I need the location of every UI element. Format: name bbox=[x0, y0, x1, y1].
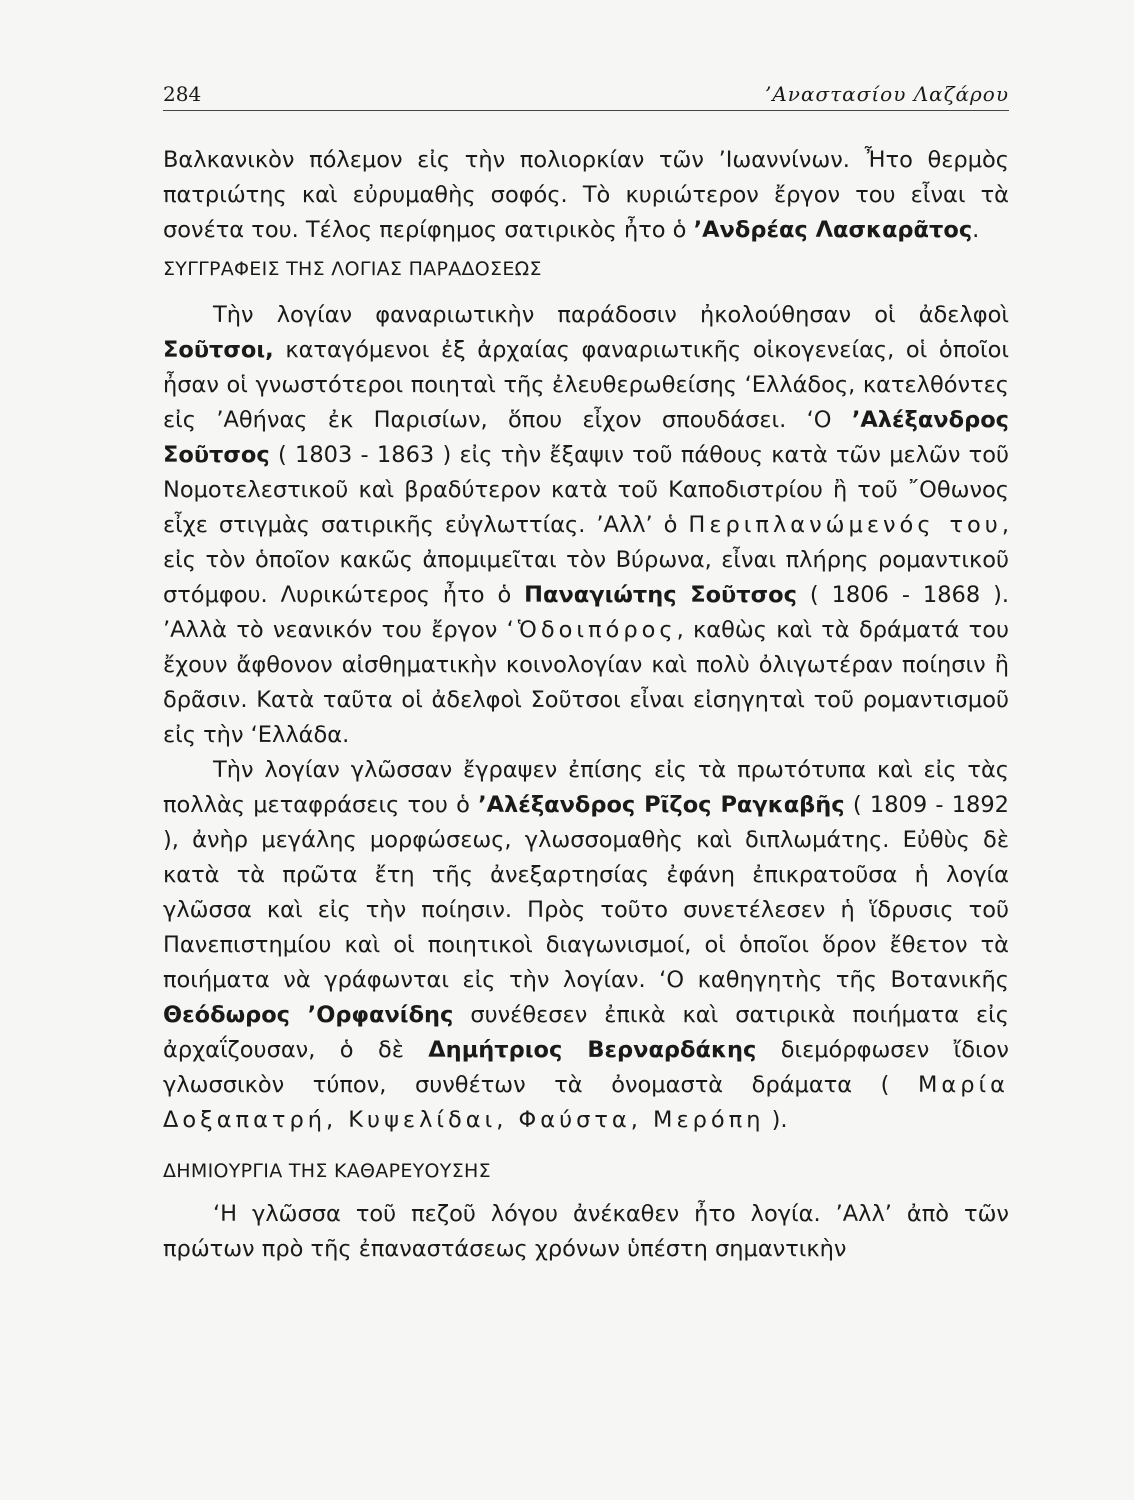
bold-name-panagiotis-soutsos: Παναγιώτης Σοῦτσος bbox=[524, 582, 797, 608]
text-run: . bbox=[972, 217, 980, 243]
text-run: ( 1809 - 1892 ), ἀνὴρ μεγάλης μορφώσεως, γλωσσομαθὴς καὶ διπλωμάτης. Εὐθὺς δὲ κατὰ τὰ πρῶτα ἔτη τῆς ἀνεξαρτησίας ἐφάνη ἐπικρατοῦσα ἡ λογία γλῶσσα καὶ εἰς τὴν ποίησιν. Πρὸς τοῦτο συνετέλεσεν ἡ ἵδρυσις τοῦ Πανεπιστημίου καὶ οἱ ποιητικοὶ διαγωνισμοί, οἱ ὁποῖοι ὅρον ἔθετον τὰ ποιήματα νὰ γράφωνται εἰς τὴν λογίαν. ‘Ο καθηγητὴς τῆς Βοτανικῆς bbox=[163, 792, 1009, 993]
text-run: , εἰς τὸν ὁποῖον κακῶς ἀπομιμεῖται τὸν Βύρωνα, εἶναι πλήρης ρομαντικοῦ στόμφου. Λυρικώτερος ἦτο ὁ bbox=[163, 512, 1009, 608]
intro-paragraph bbox=[163, 143, 1009, 248]
text-run: ( 1806 - 1868 ). ’Αλλὰ τὸ νεανικόν του ἔργον bbox=[163, 582, 1010, 643]
text-run: Τὴν λογίαν φαναριωτικὴν παράδοσιν ἠκολούθησαν οἱ ἀδελφοὶ bbox=[213, 302, 1009, 328]
text-run: καταγόμενοι ἐξ ἀρχαίας φαναριωτικῆς οἰκογενείας, οἱ ὁποῖοι ἦσαν οἱ γνωστότεροι ποιηταὶ τῆς ἐλευθερωθείσης ‘Ελλάδος, κατελθόντες εἰς ’Αθήνας ἐκ Παρισίων, ὅπου εἶχον σπουδάσει. ‘Ο bbox=[163, 337, 1009, 433]
text-run: συνέθεσεν ἐπικὰ καὶ σατιρικὰ ποιήματα εἰς ἀρχαΐζουσαν, ὁ δὲ bbox=[163, 1002, 1009, 1063]
text-run: Τὴν λογίαν γλῶσσαν ἔγραψεν ἐπίσης εἰς τὰ πρωτότυπα καὶ εἰς τὰς πολλὰς μεταφράσεις του ὁ bbox=[163, 757, 1009, 818]
running-header bbox=[163, 76, 1009, 111]
text-run: ). bbox=[764, 1107, 788, 1133]
spaced-titles-dramas: Μαρία Δοξαπατρή, Κυψελίδαι, Φαύστα, Μερόπη bbox=[163, 1072, 1009, 1133]
text-run: διεμόρφωσεν ἴδιον γλωσσικὸν τύπον, συνθέτων τὰ ὀνομαστὰ δράματα ( bbox=[163, 1037, 1010, 1098]
paragraph-ragkavis bbox=[163, 753, 1009, 1138]
spaced-title-periplanomenos: Περιπλανώμενός του bbox=[688, 512, 1002, 538]
text-run: Βαλκανικὸν πόλεμον εἰς τὴν πολιορκίαν τῶν ’Ιωαννίνων. Ἦτο θερμὸς πατριώτης καὶ εὐρυμαθὴς σοφός. Τὸ κυριώτερον ἔργον του εἶναι τὰ σονέτα του. Τέλος περίφημος σατιρικὸς ἦτο ὁ bbox=[163, 147, 1009, 243]
section-heading-logia-paradosi: ΣΥΓΓΡΑΦΕΙΣ ΤΗΣ ΛΟΓΙΑΣ ΠΑΡΑΔΟΣΕΩΣ bbox=[163, 258, 542, 280]
bold-name-orfanidis: Θεόδωρος ’Ορφανίδης bbox=[163, 1002, 454, 1028]
running-header-author: ’Αναστασίου Λαζάρου bbox=[765, 82, 1009, 106]
bold-name-vernardakis: Δημήτριος Βερναρδάκης bbox=[428, 1037, 757, 1063]
spaced-title-odoiporos: ‘Ὁδοιπόρος bbox=[506, 617, 677, 643]
paragraph-soutsoi bbox=[163, 298, 1009, 753]
bold-name-laskaratos: ’Ανδρέας Λασκαρᾶτος bbox=[693, 217, 973, 243]
bold-name-alexandros-soutsos: ’Αλέξανδρος Σοῦτσος bbox=[163, 407, 1009, 468]
section-heading-katharevousa: ΔΗΜΙΟΥΡΓΙΑ ΤΗΣ ΚΑΘΑΡΕΥΟΥΣΗΣ bbox=[163, 1160, 491, 1182]
paragraph-katharevousa bbox=[163, 1197, 1009, 1267]
text-run: ‘Η γλῶσσα τοῦ πεζοῦ λόγου ἀνέκαθεν ἦτο λογία. ’Αλλ’ ἀπὸ τῶν πρώτων πρὸ τῆς ἐπαναστάσεως χρόνων ὑπέστη σημαντικὴν bbox=[163, 1201, 1009, 1262]
text-run: , καθὼς καὶ τὰ δράματά του ἔχουν ἄφθονον αἰσθηματικὴν κοινολογίαν καὶ πολὺ ὀλιγωτέραν ποίησιν ἢ δρᾶσιν. Κατὰ ταῦτα οἱ ἀδελφοὶ Σοῦτσοι εἶναι εἰσηγηταὶ τοῦ ρομαντισμοῦ εἰς τὴν ‘Ελλάδα. bbox=[163, 617, 1009, 748]
bold-name-ragkavis: ’Αλέξανδρος Ρῖζος Ραγκαβῆς bbox=[478, 792, 845, 818]
page-number: 284 bbox=[163, 82, 202, 106]
bold-name-soutsoi: Σοῦτσοι, bbox=[163, 337, 274, 363]
page-body bbox=[163, 143, 1009, 1267]
text-run: ( 1803 - 1863 ) εἰς τὴν ἔξαψιν τοῦ πάθους κατὰ τῶν μελῶν τοῦ Νομοτελεστικοῦ καὶ βραδύτερον κατὰ τοῦ Καποδιστρίου ἢ τοῦ ῎Οθωνος εἶχε στιγμὰς σατιρικῆς εὐγλωττίας. ’Αλλ’ ὁ bbox=[163, 442, 1009, 538]
